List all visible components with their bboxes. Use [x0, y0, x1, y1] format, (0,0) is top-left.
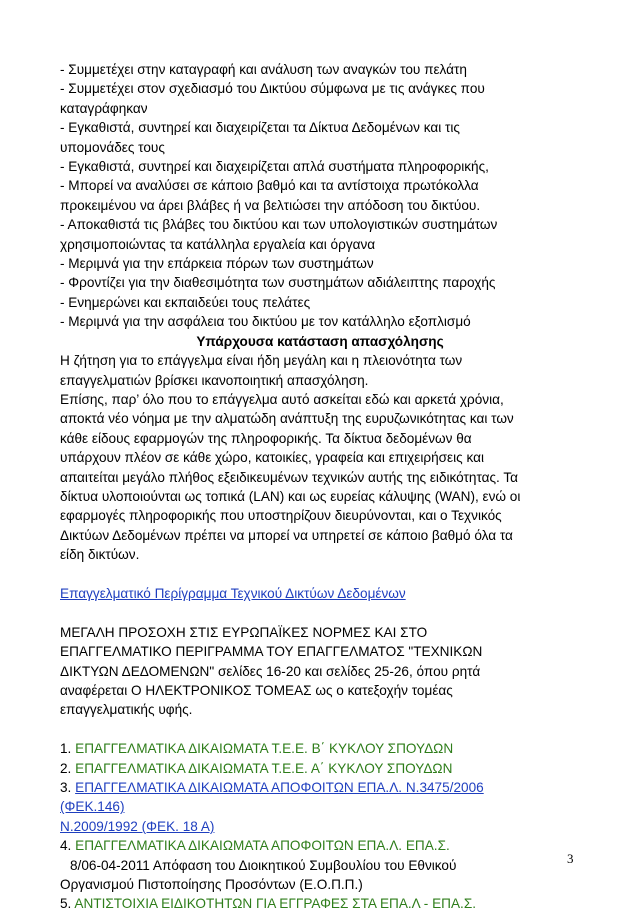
- duty-line: - Μπορεί να αναλύσει σε κάποιο βαθμό και τα αντίστοιχα πρωτόκολλα: [60, 178, 479, 194]
- duty-line: - Μεριμνά για την επάρκεια πόρων των συστημάτων: [60, 256, 374, 272]
- reference-number: 5.: [60, 896, 72, 912]
- notice-paragraph: [60, 623, 580, 720]
- duty-line: - Αποκαθιστά τις βλάβες του δικτύου και των υπολογιστικών συστημάτων: [60, 217, 498, 233]
- reference-item-2: [60, 759, 580, 778]
- reference-text: ΑΝΤΙΣΤΟΙΧΙΑ ΕΙΔΙΚΟΤΗΤΩΝ ΓΙΑ ΕΓΓΡΑΦΕΣ ΣΤΑ ΕΠΑ.Λ - ΕΠΑ.Σ.: [74, 896, 477, 912]
- document-page: [60, 60, 580, 914]
- reference-number: 3.: [60, 779, 72, 795]
- reference-text: ΕΠΑΓΓΕΛΜΑΤΙΚΑ ΔΙΚΑΙΩΜΑΤΑ Τ.Ε.Ε. Α΄ ΚΥΚΛΟΥ ΣΠΟΥΔΩΝ: [75, 760, 453, 776]
- duty-line: προκειμένου να άρει βλάβες ή να βελτιώσει την απόδοση του δικτύου.: [60, 197, 481, 213]
- reference-link-fek-146[interactable]: (ΦΕΚ.146): [60, 799, 125, 815]
- paragraph-line: υπάρχουν πλέον σε κάθε χώρο, κατοικίες, γραφεία και επιχειρήσεις και: [60, 450, 484, 466]
- paragraph-line: είδη δικτύων.: [60, 547, 140, 563]
- reference-item-4: [60, 836, 580, 855]
- reference-subtext: Οργανισμού Πιστοποίησης Προσόντων (Ε.Ο.Π.Π.): [60, 877, 363, 893]
- references-list: [60, 739, 580, 914]
- paragraph-line: επαγγελματιών βρίσκει ικανοποιητική απασχόληση.: [60, 372, 369, 388]
- notice-line: αναφέρεται Ο ΗΛΕΚΤΡΟΝΙΚΟΣ ΤΟΜΕΑΣ ως ο κατεξοχήν τομέας: [60, 682, 453, 698]
- paragraph-line: αποκτά νέο νόημα με την αλματώδη ανάπτυξη της ευρυζωνικότητας και των: [60, 411, 514, 427]
- reference-text: ΕΠΑΓΓΕΛΜΑΤΙΚΑ ΔΙΚΑΙΩΜΑΤΑ Τ.Ε.Ε. Β΄ ΚΥΚΛΟΥ ΣΠΟΥΔΩΝ: [75, 741, 454, 757]
- reference-subtext: 8/06-04-2011 Απόφαση του Διοικητικού Συμβουλίου του Εθνικού: [70, 857, 457, 873]
- paragraph-line: δίκτυα υλοποιούνται ως τοπικά (LAN) και ως ευρείας κάλυψης (WAN), ενώ οι: [60, 488, 521, 504]
- duties-list: [60, 60, 580, 332]
- page-number: 3: [567, 851, 574, 866]
- profile-link[interactable]: Επαγγελματικό Περίγραμμα Τεχνικού Δικτύων Δεδομένων: [60, 585, 406, 601]
- notice-line: ΔΙΚΤΥΩΝ ΔΕΔΟΜΕΝΩΝ" σελίδες 16-20 και σελίδες 25-26, όπου ρητά: [60, 663, 481, 679]
- duty-line: - Μεριμνά για την ασφάλεια του δικτύου με τον κατάλληλο εξοπλισμό: [60, 314, 471, 330]
- paragraph-line: Η ζήτηση για το επάγγελμα είναι ήδη μεγάλη και η πλειονότητα των: [60, 353, 463, 369]
- paragraph-line: Επίσης, παρ’ όλο που το επάγγελμα αυτό ασκείται εδώ και αρκετά χρόνια,: [60, 391, 504, 407]
- reference-link-law-3475[interactable]: ΕΠΑΓΓΕΛΜΑΤΙΚΑ ΔΙΚΑΙΩΜΑΤΑ ΑΠΟΦΟΙΤΩΝ ΕΠΑ.Λ. Ν.3475/2006: [75, 779, 484, 795]
- paragraph-line: Δικτύων Δεδομένων πρέπει να μπορεί να υπηρετεί σε κάποιο βαθμό όλα τα: [60, 527, 513, 543]
- duty-line: - Εγκαθιστά, συντηρεί και διαχειρίζεται απλά συστήματα πληροφορικής,: [60, 159, 489, 175]
- reference-number: 4.: [60, 838, 72, 854]
- duty-line: - Φροντίζει για την διαθεσιμότητα των συστημάτων αδιάλειπτης παροχής: [60, 275, 496, 291]
- reference-item-3: [60, 778, 580, 797]
- section-heading: Υπάρχουσα κατάσταση απασχόλησης: [196, 333, 444, 349]
- reference-text: ΕΠΑΓΓΕΛΜΑΤΙΚΑ ΔΙΚΑΙΩΜΑΤΑ ΑΠΟΦΟΙΤΩΝ ΕΠΑ.Λ. ΕΠΑ.Σ.: [75, 838, 450, 854]
- notice-line: ΜΕΓΑΛΗ ΠΡΟΣΟΧΗ ΣΤΙΣ ΕΥΡΩΠΑΪΚΕΣ ΝΟΡΜΕΣ ΚΑΙ ΣΤΟ: [60, 624, 428, 640]
- reference-number: 1.: [60, 741, 72, 757]
- paragraph-line: απαιτείται μεγάλο πλήθος εξειδικευμένων τεχνικών αυτής της ειδικότητας. Τα: [60, 469, 519, 485]
- duty-line: χρησιμοποιώντας τα κατάλληλα εργαλεία και όργανα: [60, 236, 376, 252]
- duty-line: - Συμμετέχει στον σχεδιασμό του Δικτύου σύμφωνα με τις ανάγκες που: [60, 81, 485, 97]
- reference-link-law-2009[interactable]: Ν.2009/1992 (ΦΕΚ. 18 Α): [60, 818, 215, 834]
- duty-line: υπομονάδες τους: [60, 139, 165, 155]
- duty-line: - Ενημερώνει και εκπαιδεύει τους πελάτες: [60, 294, 311, 310]
- reference-number: 2.: [60, 760, 72, 776]
- duty-line: - Εγκαθιστά, συντηρεί και διαχειρίζεται τα Δίκτυα Δεδομένων και τις: [60, 120, 460, 136]
- notice-line: ΕΠΑΓΓΕΛΜΑΤΙΚΟ ΠΕΡΙΓΡΑΜΜΑ ΤΟΥ ΕΠΑΓΓΕΛΜΑΤΟΣ "ΤΕΧΝΙΚΩΝ: [60, 644, 483, 660]
- duty-line: - Συμμετέχει στην καταγραφή και ανάλυση των αναγκών του πελάτη: [60, 62, 467, 77]
- employment-paragraph: [60, 351, 580, 564]
- reference-item-1: [60, 739, 580, 758]
- reference-item-5: [60, 894, 580, 913]
- paragraph-line: κάθε είδους εφαρμογών της πληροφορικής. Τα δίκτυα δεδομένων θα: [60, 430, 472, 446]
- paragraph-line: εφαρμογές πληροφορικής που υποστηρίζουν διευρύνονται, και ο Τεχνικός: [60, 508, 502, 524]
- notice-line: επαγγελματικής υφής.: [60, 702, 193, 718]
- duty-line: καταγράφηκαν: [60, 100, 148, 116]
